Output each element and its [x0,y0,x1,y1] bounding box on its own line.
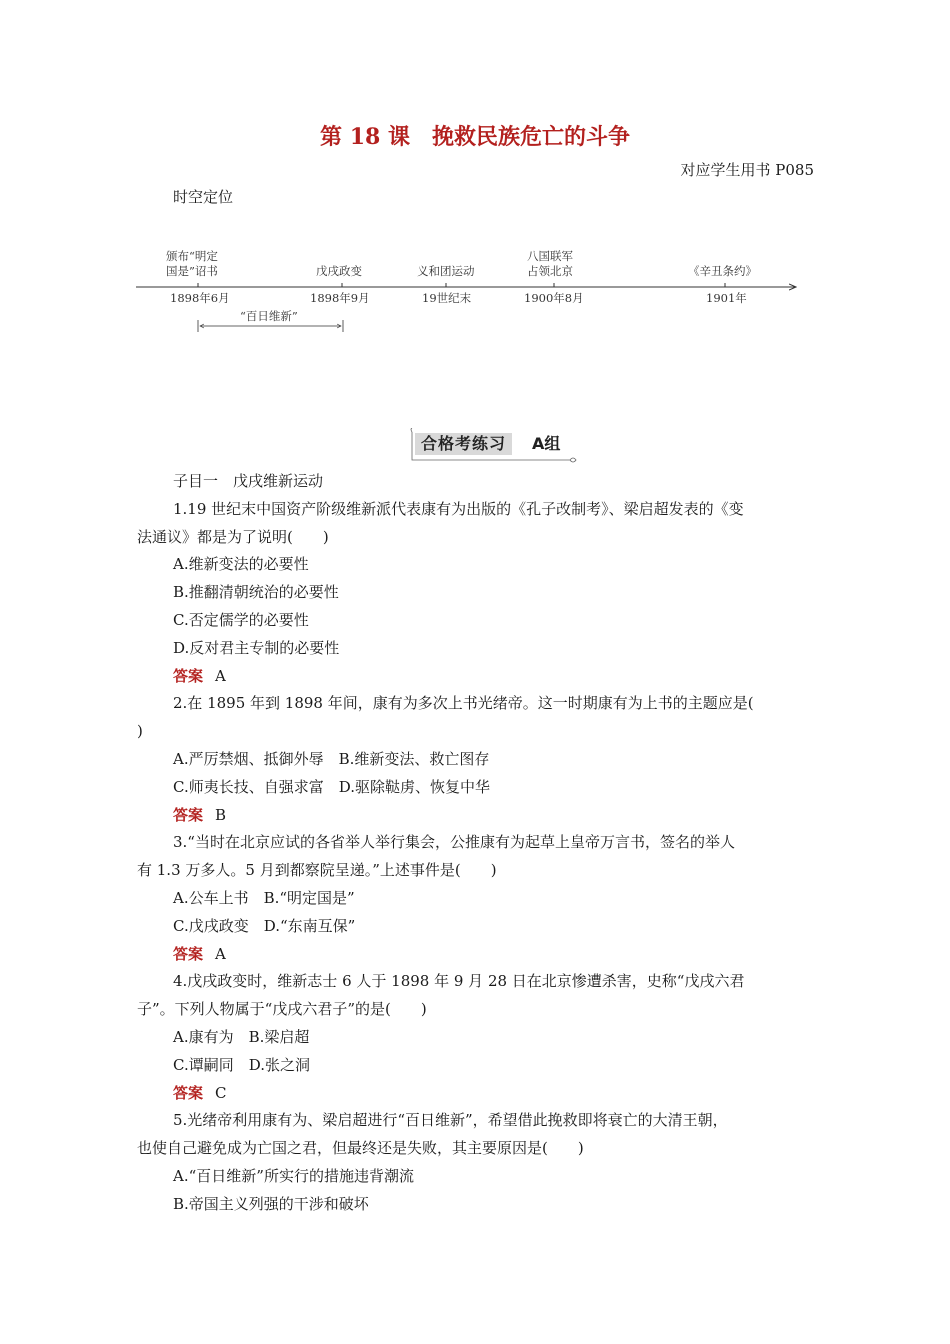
option-a: A.维新变法的必要性 [173,555,309,574]
event-label-line2: 《辛丑条约》 [688,264,757,278]
timeline-event [166,249,230,305]
section-label-spacetime: 时空定位 [173,188,234,206]
options-ab: A.严厉禁烟、抵御外辱 B.维新变法、救亡图存 [173,749,490,768]
options-cd: C.师夷长技、自强求富 D.驱除鞑虏、恢复中华 [173,777,490,796]
timeline-event [417,264,475,305]
event-date: 1901年 [706,291,747,305]
event-label-line1: 八国联军 [527,249,573,263]
event-date: 1898年9月 [310,291,370,305]
practice-section-banner [410,428,580,464]
timeline-event [688,264,757,305]
question-1-line1: 1.19 世纪末中国资产阶级维新派代表康有为出版的《孔子改制考》、梁启超发表的《变 [173,499,744,518]
answer-row [137,663,817,691]
option-a: A.“百日维新”所实行的措施违背潮流 [173,1166,414,1185]
event-date: 1900年8月 [524,291,584,305]
timeline-diagram [136,240,816,350]
option-b: B.帝国主义列强的干涉和破坏 [173,1194,369,1213]
timeline-event [524,249,584,305]
options-cd: C.谭嗣同 D.张之洞 [173,1055,310,1074]
question-5-line1: 5.光绪帝利用康有为、梁启超进行“百日维新”，希望借此挽救即将衰亡的大清王朝， [173,1111,728,1130]
event-label-line2: 戊戌政变 [316,264,362,278]
span-label: “百日维新” [240,309,298,323]
answer-value: B [215,805,227,824]
event-label-line2: 义和团运动 [417,264,475,278]
event-label-line1: 颁布“明定 [166,249,218,263]
question-4-line1: 4.戊戌政变时，维新志士 6 人于 1898 年 9 月 28 日在北京惨遭杀害，史称“戊戌六君 [173,972,745,991]
question-5-line2: 也使自己避免成为亡国之君，但最终还是失败，其主要原因是( ) [137,1139,584,1158]
question-3-line2: 有 1.3 万多人。5 月到都察院呈递。”上述事件是( ) [137,861,497,880]
answer-label: 答案 [173,1083,204,1102]
option-c: C.否定儒学的必要性 [173,610,309,629]
option-d: D.反对君主专制的必要性 [173,638,340,657]
question-2-line1: 2.在 1895 年到 1898 年间，康有为多次上书光绪帝。这一时期康有为上书的主题应是( [173,694,754,713]
timeline-event [310,264,370,305]
question-2-line2: ) [137,722,143,741]
event-label-line2: 国是”诏书 [166,264,218,278]
answer-value: C [215,1083,227,1102]
event-label-line2: 占领北京 [527,264,573,278]
answer-label: 答案 [173,805,204,824]
banner-label: 合格考练习 [415,433,512,455]
answer-value: A [215,944,226,963]
lesson-title: 第 18 课 挽救民族危亡的斗争 [320,124,630,150]
answer-value: A [215,666,226,685]
subheading: 子目一 戊戌维新运动 [173,472,324,490]
option-b: B.推翻清朝统治的必要性 [173,583,339,602]
options-ab: A.康有为 B.梁启超 [173,1027,310,1046]
answer-row [137,802,817,830]
book-reference: 对应学生用书 P085 [680,161,814,179]
answer-label: 答案 [173,944,204,963]
exercise-content [137,468,817,1219]
event-date: 1898年6月 [170,291,230,305]
banner-group-label: A组 [532,434,561,453]
options-cd: C.戊戌政变 D.“东南互保” [173,916,356,935]
answer-row [137,941,817,969]
event-date: 19世纪末 [422,291,472,305]
question-3-line1: 3.“当时在北京应试的各省举人举行集会，公推康有为起草上皇帝万言书，签名的举人 [173,833,735,852]
timeline-span-bracket [198,309,343,332]
options-ab: A.公车上书 B.“明定国是” [173,888,355,907]
question-1-line2: 法通议》都是为了说明( ) [137,527,329,546]
question-4-line2: 子”。下列人物属于“戊戌六君子”的是( ) [137,1000,427,1019]
answer-row [137,1080,817,1108]
answer-label: 答案 [173,666,204,685]
